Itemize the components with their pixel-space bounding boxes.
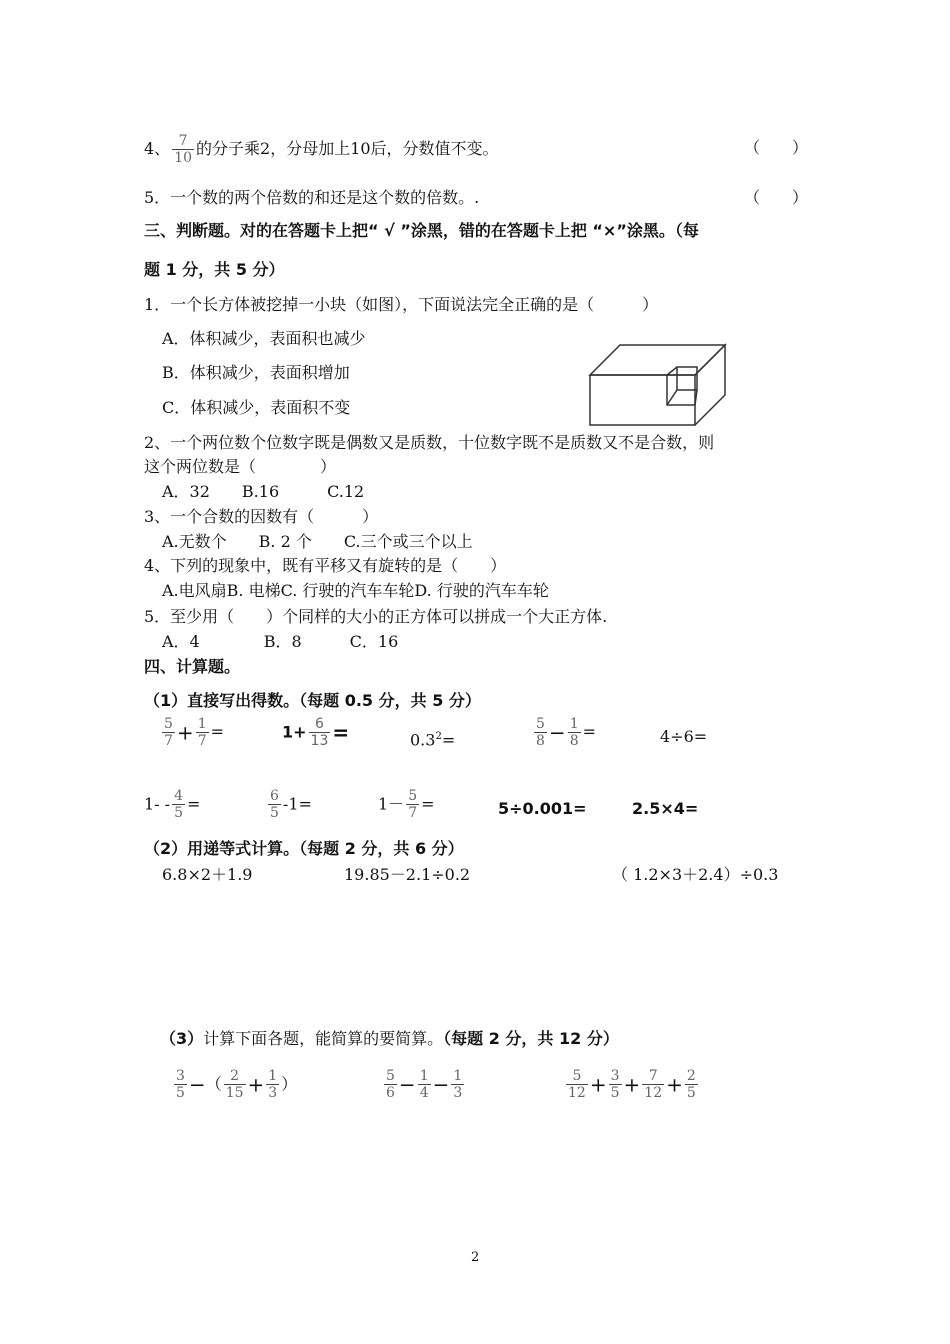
mc3-stem: 3、一个合数的因数有（ ） — [144, 507, 379, 526]
calc-expression-10: 2.5×4= — [632, 799, 699, 818]
simplify-expression-2: $\frac{5}{6}$ − $\frac{1}{4}$ − $\frac{1}{3}$ — [386, 1068, 463, 1101]
question-4 — [144, 133, 499, 166]
fraction: $\frac{1}{4}$ — [419, 1068, 429, 1101]
calc-expression-7: $\frac{6}{5}$ -1= — [270, 788, 312, 821]
page-number: 2 — [471, 1250, 480, 1265]
part-2-title: （2）用递等式计算。（每题 2 分，共 6 分） — [144, 839, 464, 858]
answer-parentheses: （ ） — [744, 138, 809, 157]
mc2-stem-cont: 这个两位数是（ ） — [144, 457, 337, 476]
section-3-title: 三、判断题。对的在答题卡上把“ √ ”涂黑，错的在答题卡上把 “×”涂黑。（每 — [144, 221, 699, 240]
fraction: $\frac{5}{7}$ — [164, 716, 173, 749]
fraction: $\frac{7}{10}$ — [174, 133, 193, 166]
part-3-title: （3）计算下面各题，能简算的要简算。（每题 2 分，共 12 分） — [160, 1029, 619, 1048]
fraction: $\frac{5}{8}$ — [536, 716, 545, 749]
fraction: $\frac{7}{12}$ — [644, 1068, 663, 1101]
stepwise-expression-1: 6.8×2＋1.9 — [162, 865, 253, 884]
calc-expression-1: $\frac{5}{7}$ + $\frac{1}{7}$ = — [164, 716, 225, 749]
fraction: $\frac{2}{5}$ — [686, 1068, 696, 1101]
calc-expression-9: 5÷0.001= — [498, 799, 587, 818]
fraction: $\frac{5}{12}$ — [568, 1068, 586, 1101]
fraction: $\frac{4}{5}$ — [174, 788, 183, 821]
mc4-options: A.电风扇B. 电梯C. 行驶的汽车车轮D. 行驶的汽车车轮 — [162, 581, 549, 600]
fraction: $\frac{1}{3}$ — [453, 1068, 463, 1101]
fraction: $\frac{6}{13}$ — [310, 716, 329, 749]
fraction: $\frac{5}{7}$ — [408, 788, 418, 821]
calc-expression-5: 4÷6= — [660, 727, 708, 746]
stepwise-expression-3: （ 1.2×3＋2.4）÷0.3 — [612, 865, 779, 884]
fraction: $\frac{1}{7}$ — [197, 716, 207, 749]
cuboid-right-face — [695, 345, 725, 425]
calc-expression-2: 1+ $\frac{6}{13}$ = — [282, 716, 350, 749]
mc2-options: A．32 B.16 C.12 — [162, 482, 365, 501]
mc2-stem: 2、一个两位数个位数字既是偶数又是质数，十位数字既不是质数又不是合数，则 — [144, 433, 715, 452]
fraction: $\frac{6}{5}$ — [270, 788, 279, 821]
mc1-option-a: A．体积减少，表面积也减少 — [162, 329, 366, 348]
question-number: 4、 — [144, 139, 171, 158]
mc1-stem: 1．一个长方体被挖掉一小块（如图），下面说法完全正确的是（ ） — [144, 295, 659, 314]
fraction: $\frac{5}{6}$ — [386, 1068, 395, 1101]
question-5: 5．一个数的两个倍数的和还是这个数的倍数。. — [144, 188, 480, 207]
cuboid-top-face — [590, 345, 725, 375]
calc-expression-3: $0.3^2=$ — [410, 730, 456, 750]
fraction: $\frac{1}{8}$ — [569, 716, 579, 749]
fraction: $\frac{1}{3}$ — [268, 1068, 278, 1101]
section-4-title: 四、计算题。 — [144, 657, 241, 676]
fraction: $\frac{3}{5}$ — [176, 1068, 185, 1101]
stepwise-expression-2: 19.85－2.1÷0.2 — [344, 865, 471, 884]
part-1-title: （1）直接写出得数。（每题 0.5 分，共 5 分） — [144, 691, 481, 710]
cuboid-front-face — [590, 375, 695, 425]
calc-expression-4: $\frac{5}{8}$ − $\frac{1}{8}$ = — [536, 716, 597, 749]
cutout-edge — [667, 367, 677, 375]
calc-expression-6: 1- - $\frac{4}{5}$ = — [144, 788, 201, 821]
fraction: $\frac{3}{5}$ — [610, 1068, 620, 1101]
cutout-edge — [667, 390, 677, 405]
calc-expression-8: 1－ $\frac{5}{7}$ = — [378, 788, 435, 821]
section-3-title-cont: 题 1 分，共 5 分） — [144, 260, 285, 279]
simplify-expression-1: $\frac{3}{5}$ −（ $\frac{2}{15}$ + $\frac{1}{3}$ ） — [176, 1068, 298, 1101]
mc5-options: A．4 B．8 C．16 — [162, 632, 399, 651]
mc3-options: A.无数个 B. 2 个 C.三个或三个以上 — [162, 532, 473, 551]
question-text: 的分子乘2，分母加上10后，分数值不变。 — [196, 139, 499, 158]
simplify-expression-3: $\frac{5}{12}$ + $\frac{3}{5}$ + $\frac{7}{12}$ + $\frac{2}{5}$ — [568, 1068, 696, 1101]
mc5-stem: 5．至少用（ ）个同样的大小的正方体可以拼成一个大正方体. — [144, 607, 608, 626]
mc1-option-b: B．体积减少，表面积增加 — [162, 363, 350, 382]
cuboid-figure — [585, 340, 730, 428]
fraction: $\frac{2}{15}$ — [225, 1068, 244, 1101]
answer-parentheses: （ ） — [744, 188, 809, 207]
mc4-stem: 4、下列的现象中，既有平移又有旋转的是（ ） — [144, 556, 507, 575]
mc1-option-c: C．体积减少，表面积不变 — [162, 398, 351, 417]
cutout-back-face — [677, 367, 697, 390]
